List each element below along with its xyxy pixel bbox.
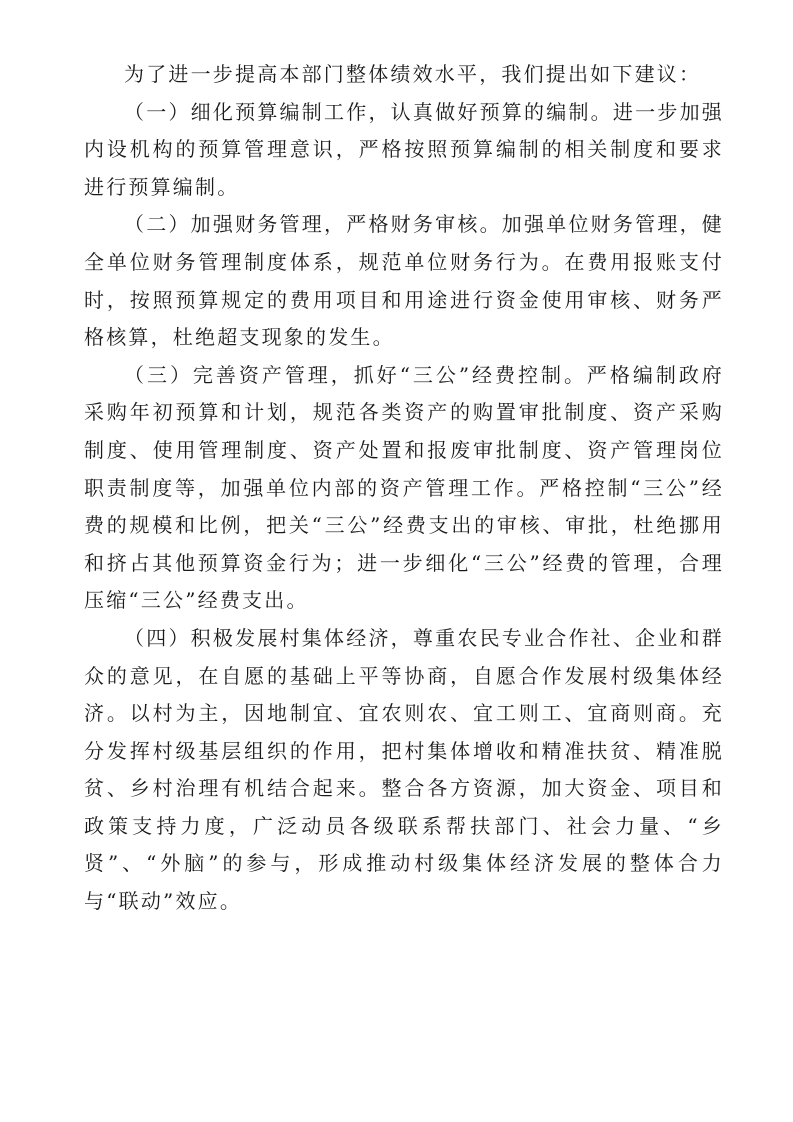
intro-paragraph: 为了进一步提高本部门整体绩效水平，我们提出如下建议： (124, 62, 702, 86)
suggestion-1-paragraph: （一）细化预算编制工作，认真做好预算的编制。进一步加强内设机构的预算管理意识，严格按照预算编制的相关制度和要求进行预算编制。 (84, 99, 724, 199)
suggestion-2-paragraph: （二）加强财务管理，严格财务审核。加强单位财务管理，健全单位财务管理制度体系，规范单位财务行为。在费用报账支付时，按照预算规定的费用项目和用途进行资金使用审核、财务严格核算，杜绝超支现象的发生。 (84, 212, 724, 350)
document-body (84, 56, 724, 921)
suggestion-3-paragraph: （三）完善资产管理，抓好“三公”经费控制。严格编制政府采购年初预算和计划，规范各类资产的购置审批制度、资产采购制度、使用管理制度、资产处置和报废审批制度、资产管理岗位职责制度等，加强单位内部的资产管理工作。严格控制“三公”经费的规模和比例，把关“三公”经费支出的审核、审批，杜绝挪用和挤占其他预算资金行为；进一步细化“三公”经费的管理，合理压缩“三公”经费支出。 (84, 362, 724, 613)
suggestion-4-paragraph: （四）积极发展村集体经济，尊重农民专业合作社、企业和群众的意见，在自愿的基础上平等协商，自愿合作发展村级集体经济。以村为主，因地制宜、宜农则农、宜工则工、宜商则商。充分发挥村级基层组织的作用，把村集体增收和精准扶贫、精准脱贫、乡村治理有机结合起来。整合各方资源，加大资金、项目和政策支持力度，广泛动员各级联系帮扶部门、社会力量、“乡贤”、“外脑”的参与，形成推动村级集体经济发展的整体合力与“联动”效应。 (84, 625, 724, 914)
